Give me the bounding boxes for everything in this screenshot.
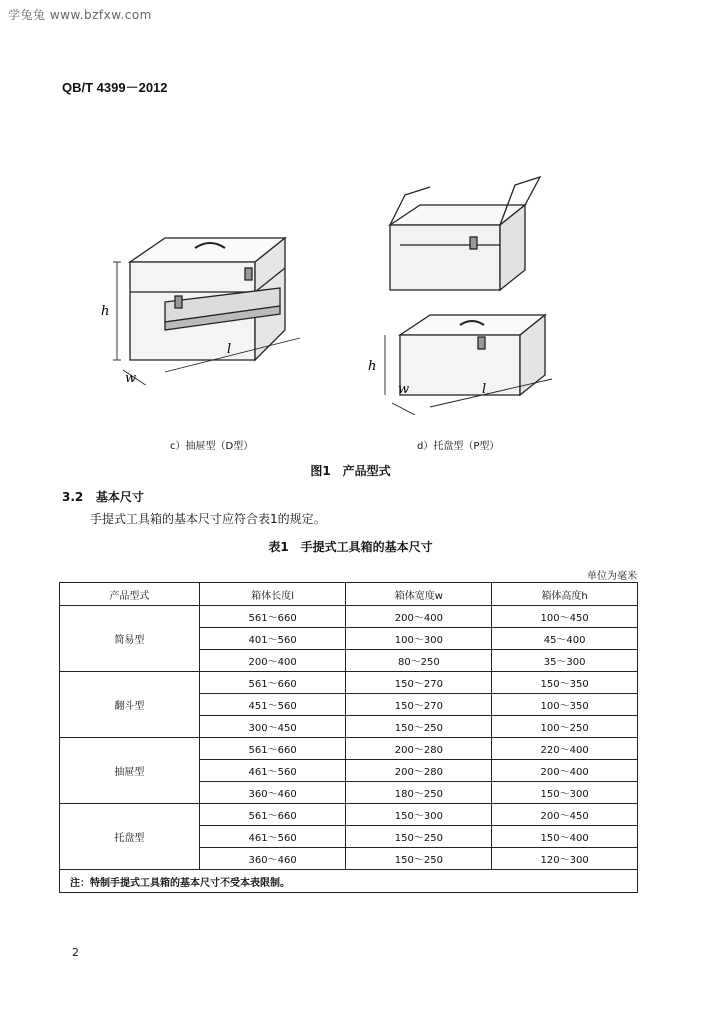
height-cell: 100～250	[492, 716, 638, 738]
width-cell: 150～270	[346, 694, 492, 716]
table-row	[60, 606, 638, 628]
section-title: 基本尺寸	[95, 490, 144, 504]
width-cell: 200～280	[346, 760, 492, 782]
section-text: 手提式工具箱的基本尺寸应符合表1的规定。	[90, 512, 326, 526]
width-cell: 80～250	[346, 650, 492, 672]
table-row	[60, 672, 638, 694]
caption-drawer: c）抽屉型（D型）	[170, 441, 254, 452]
height-cell: 100～350	[492, 694, 638, 716]
type-cell: 托盘型	[60, 804, 200, 870]
figure-title: 图1 产品型式	[310, 464, 391, 478]
length-cell: 451～560	[199, 694, 346, 716]
dim-l-label: l	[227, 342, 232, 357]
length-cell: 461～560	[199, 826, 346, 848]
length-cell: 300～450	[199, 716, 346, 738]
standard-code: QB/T 4399－2012	[62, 80, 168, 95]
type-cell: 翻斗型	[60, 672, 200, 738]
height-cell: 150～300	[492, 782, 638, 804]
width-cell: 100～300	[346, 628, 492, 650]
table-header-row	[60, 583, 638, 606]
dim-h-label-d: h	[368, 359, 377, 374]
dim-w-label: w	[125, 371, 137, 385]
height-cell: 200～450	[492, 804, 638, 826]
header-width: 箱体宽度w	[346, 583, 492, 606]
dim-h-label: h	[101, 304, 110, 319]
length-cell: 461～560	[199, 760, 346, 782]
length-cell: 360～460	[199, 782, 346, 804]
type-cell: 抽屉型	[60, 738, 200, 804]
width-cell: 150～300	[346, 804, 492, 826]
figure-tray-type	[360, 165, 560, 415]
table-note-row	[60, 870, 638, 893]
dim-l-label-d: l	[482, 382, 487, 397]
length-cell: 561～660	[199, 606, 346, 628]
table-unit: 单位为毫米	[587, 571, 637, 582]
width-cell: 200～280	[346, 738, 492, 760]
height-cell: 120～300	[492, 848, 638, 870]
type-cell: 简易型	[60, 606, 200, 672]
width-cell: 150～250	[346, 826, 492, 848]
height-cell: 100～450	[492, 606, 638, 628]
length-cell: 200～400	[199, 650, 346, 672]
table-row	[60, 738, 638, 760]
table-title: 表1 手提式工具箱的基本尺寸	[268, 540, 433, 554]
width-cell: 150～250	[346, 848, 492, 870]
section-number: 3.2	[62, 490, 84, 504]
table-note: 注：特制手提式工具箱的基本尺寸不受本表限制。	[60, 870, 638, 893]
page-number: 2	[72, 946, 79, 959]
watermark: 学兔兔 www.bzfxw.com	[8, 8, 152, 22]
header-length: 箱体长度l	[199, 583, 346, 606]
caption-tray: d）托盘型（P型）	[417, 441, 500, 452]
length-cell: 561～660	[199, 672, 346, 694]
section-heading	[62, 488, 144, 505]
height-cell: 200～400	[492, 760, 638, 782]
header-type: 产品型式	[60, 583, 200, 606]
width-cell: 200～400	[346, 606, 492, 628]
length-cell: 561～660	[199, 738, 346, 760]
table-row	[60, 804, 638, 826]
height-cell: 150～400	[492, 826, 638, 848]
width-cell: 150～270	[346, 672, 492, 694]
length-cell: 401～560	[199, 628, 346, 650]
dim-w-label-d: w	[398, 382, 410, 397]
height-cell: 35～300	[492, 650, 638, 672]
width-cell: 150～250	[346, 716, 492, 738]
header-height: 箱体高度h	[492, 583, 638, 606]
width-cell: 180～250	[346, 782, 492, 804]
length-cell: 360～460	[199, 848, 346, 870]
height-cell: 150～350	[492, 672, 638, 694]
figure-drawer-type	[95, 210, 315, 385]
height-cell: 45～400	[492, 628, 638, 650]
length-cell: 561～660	[199, 804, 346, 826]
height-cell: 220～400	[492, 738, 638, 760]
dimensions-table	[59, 582, 638, 893]
